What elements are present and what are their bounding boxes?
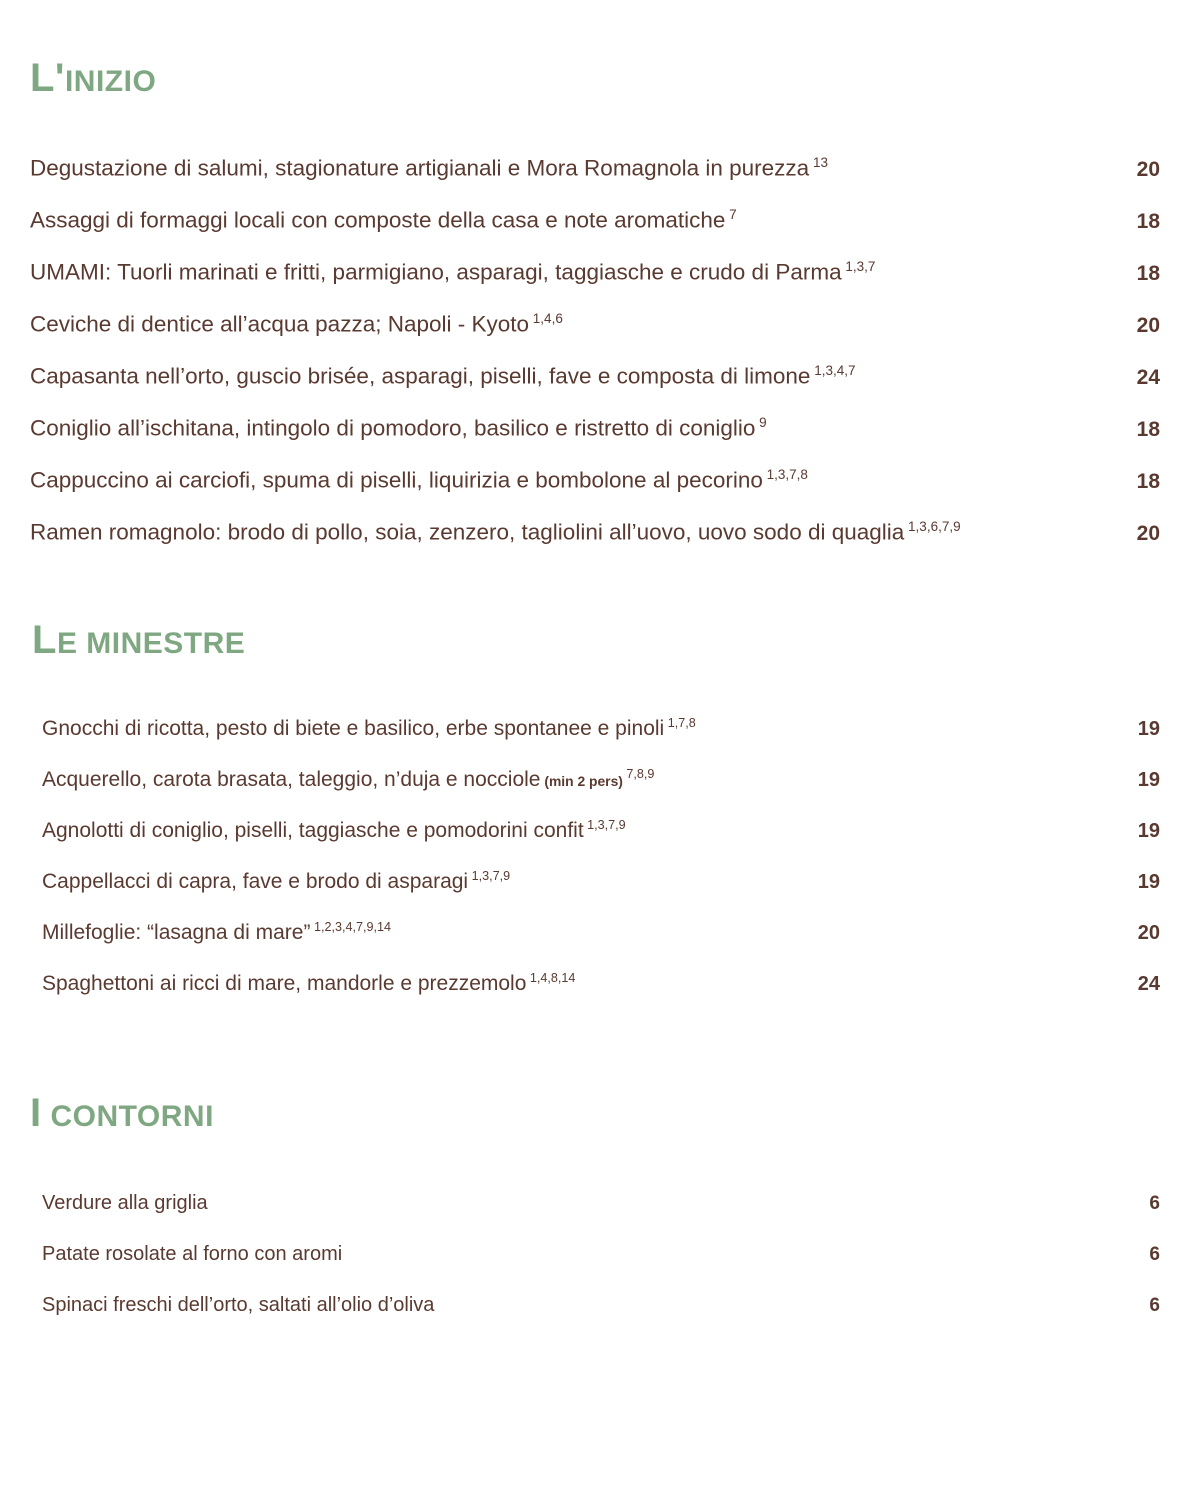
menu-item-list-contorni <box>18 1193 1170 1315</box>
menu-item-price: 18 <box>1136 469 1160 493</box>
menu-item <box>18 260 1170 284</box>
menu-item <box>18 768 1170 790</box>
menu-item-name: Cappellacci di capra, fave e brodo di asparagi $^{1,3,7,9}$ <box>42 869 511 893</box>
menu-item-name: Ceviche di dentice all’acqua pazza; Napoli - Kyoto $^{1,4,6}$ <box>30 311 563 337</box>
section-heading-rest: INIZIO <box>64 65 157 98</box>
menu-section-contorni <box>18 1023 1170 1315</box>
menu-item <box>18 717 1170 739</box>
section-heading-minestre <box>18 572 1170 660</box>
menu-item <box>18 468 1170 492</box>
menu-item-name: Agnolotti di coniglio, piselli, taggiasche e pomodorini confit $^{1,3,7,9}$ <box>42 818 626 842</box>
menu-item-allergens: 1,3,7,9 <box>583 818 626 832</box>
menu-item-note: (min 2 pers) <box>540 773 623 789</box>
menu-item-price: 20 <box>1137 922 1160 944</box>
menu-item-name: Spaghettoni ai ricci di mare, mandorle e prezzemolo $^{1,4,8,14}$ <box>42 971 576 995</box>
section-heading-initial: L <box>32 618 57 662</box>
menu-item-allergens: 7,8,9 <box>622 767 655 781</box>
menu-item-name: Cappuccino ai carciofi, spuma di piselli, liquirizia e bombolone al pecorino $^{1,3,7,8}$ <box>30 467 808 493</box>
menu-item-price: 24 <box>1136 365 1160 389</box>
menu-item-price: 19 <box>1137 769 1160 791</box>
menu-item-price: 20 <box>1136 521 1160 545</box>
menu-item-name: Ramen romagnolo: brodo di pollo, soia, zenzero, tagliolini all’uovo, uovo sodo di quaglia $^{1,3,6,7,9}$ <box>30 519 961 545</box>
menu-item-name: Verdure alla griglia <box>42 1192 208 1214</box>
menu-section-minestre <box>18 572 1170 994</box>
menu-item-allergens: 1,4,8,14 <box>526 971 576 985</box>
menu-item-allergens: 1,3,4,7 <box>810 363 856 378</box>
menu-item-price: 18 <box>1136 261 1160 285</box>
menu-item-name: Acquerello, carota brasata, taleggio, n’duja e nocciole (min 2 pers) $^{7,8,9}$ <box>42 767 655 791</box>
menu-item-name: Assaggi di formaggi locali con composte della casa e note aromatiche $^7$ <box>30 207 737 233</box>
menu-item <box>18 819 1170 841</box>
section-heading-rest: E MINESTRE <box>56 627 246 660</box>
menu-item-price: 18 <box>1136 209 1160 233</box>
menu-item-allergens: 9 <box>755 415 767 430</box>
menu-item-allergens: 1,3,7,8 <box>762 467 808 482</box>
section-heading-inizio <box>18 0 1170 98</box>
menu-section-inizio <box>18 0 1170 544</box>
menu-item-price: 6 <box>1149 1193 1160 1214</box>
menu-item <box>18 364 1170 388</box>
menu-item-price: 24 <box>1137 973 1160 995</box>
menu-item-name: Millefoglie: “lasagna di mare” $^{1,2,3,4,7,9,14}$ <box>42 920 391 944</box>
menu-item-allergens: 1,2,3,4,7,9,14 <box>310 920 391 934</box>
menu-item-allergens: 7 <box>725 207 737 222</box>
menu-item-price: 19 <box>1137 820 1160 842</box>
menu-item <box>18 972 1170 994</box>
menu-item <box>18 156 1170 180</box>
menu-item-price: 6 <box>1149 1244 1160 1265</box>
menu-item-allergens: 1,4,6 <box>529 311 563 326</box>
menu-item-price: 20 <box>1136 313 1160 337</box>
menu-item-price: 20 <box>1136 157 1160 181</box>
menu-item-name: Degustazione di salumi, stagionature artigianali e Mora Romagnola in purezza $^{13}$ <box>30 155 828 181</box>
menu-item-name: Spinaci freschi dell’orto, saltati all’olio d’oliva <box>42 1294 435 1316</box>
menu-item-list-inizio <box>18 156 1170 544</box>
menu-item-name: Gnocchi di ricotta, pesto di biete e basilico, erbe spontanee e pinoli $^{1,7,8}$ <box>42 716 696 740</box>
menu-item-name: Coniglio all’ischitana, intingolo di pomodoro, basilico e ristretto di coniglio $^9$ <box>30 415 767 441</box>
section-heading-rest: CONTORNI <box>41 1100 214 1133</box>
menu-item <box>18 921 1170 943</box>
menu-item-allergens: 1,7,8 <box>664 716 696 730</box>
menu-item-list-minestre <box>18 717 1170 994</box>
section-heading-initial: L' <box>30 56 65 100</box>
menu-item-price: 18 <box>1136 417 1160 441</box>
menu-item-allergens: 13 <box>809 155 828 170</box>
menu-item-price: 19 <box>1137 718 1160 740</box>
section-heading-contorni <box>18 1023 1170 1133</box>
menu-item-price: 19 <box>1137 871 1160 893</box>
menu-item <box>18 1295 1170 1315</box>
menu-item-name: UMAMI: Tuorli marinati e fritti, parmigiano, asparagi, taggiasche e crudo di Parma $^{1,3,7}$ <box>30 259 876 285</box>
menu-item <box>18 870 1170 892</box>
menu-item <box>18 1193 1170 1213</box>
menu-item <box>18 1244 1170 1264</box>
menu-item-name: Patate rosolate al forno con aromi <box>42 1243 343 1265</box>
menu-item-allergens: 1,3,7,9 <box>468 869 511 883</box>
menu-item <box>18 312 1170 336</box>
menu-item <box>18 208 1170 232</box>
menu-item-price: 6 <box>1149 1295 1160 1316</box>
section-heading-initial: I <box>30 1091 42 1135</box>
menu-item-name: Capasanta nell’orto, guscio brisée, asparagi, piselli, fave e composta di limone $^{1,3,4,7}$ <box>30 363 856 389</box>
menu-item-allergens: 1,3,7 <box>841 259 876 274</box>
menu-item-allergens: 1,3,6,7,9 <box>904 519 961 534</box>
menu-item <box>18 520 1170 544</box>
menu-item <box>18 416 1170 440</box>
